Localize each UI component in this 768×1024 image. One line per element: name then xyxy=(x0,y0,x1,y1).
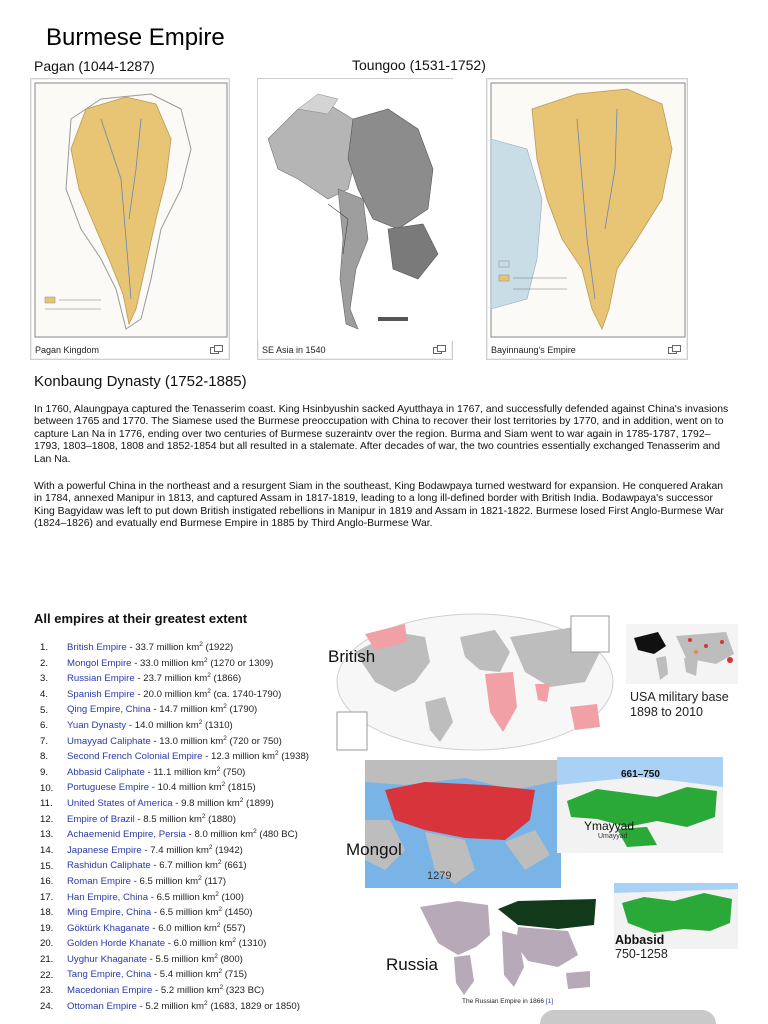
usa-caption-line2: 1898 to 2010 xyxy=(630,705,703,719)
empire-link[interactable]: Abbasid Caliphate xyxy=(67,766,145,778)
enlarge-icon[interactable] xyxy=(668,345,681,354)
list-item: 21. Uyghur Khaganate - 5.5 million $km^2$ (800) xyxy=(40,952,243,966)
list-item: 10. Portuguese Empire - 10.4 million $km^2$ (1815) xyxy=(40,781,256,794)
list-item: 18. Ming Empire, China - 6.5 million $km^2$ (1450) xyxy=(40,906,253,919)
empire-link[interactable]: Göktürk Khaganate xyxy=(67,922,150,934)
empire-link[interactable]: Empire of Brazil xyxy=(67,813,135,825)
se-asia-1540-map[interactable] xyxy=(257,78,453,360)
abbasid-years: 750-1258 xyxy=(615,947,668,961)
list-item: 13. Achaemenid Empire, Persia - 8.0 million $km^2$ (480 BC) xyxy=(40,828,298,841)
se-asia-map-caption: SE Asia in 1540 xyxy=(262,345,326,355)
list-item: 8. Second French Colonial Empire - 12.3 million $km^2$ (1938) xyxy=(40,750,309,763)
empire-link[interactable]: Second French Colonial Empire xyxy=(67,751,203,763)
list-item: 22. Tang Empire, China - 5.4 million $km^2$ (715) xyxy=(40,968,248,981)
list-item: 14. Japanese Empire - 7.4 million $km^2$ (1942) xyxy=(40,843,243,856)
empires-list-title: All empires at their greatest extent xyxy=(34,611,248,626)
enlarge-icon[interactable] xyxy=(210,345,223,354)
map-label-pagan: Pagan (1044-1287) xyxy=(34,58,155,74)
list-item: 7. Umayyad Caliphate - 13.0 million $km^2$ (720 or 750) xyxy=(40,734,282,747)
list-item: 23. Macedonian Empire - 5.2 million $km^2$ (323 BC) xyxy=(40,984,265,997)
british-empire-map xyxy=(335,612,615,752)
empires-list xyxy=(40,637,309,1011)
empire-link[interactable]: United States of America xyxy=(67,798,173,810)
russian-empire-map xyxy=(418,895,596,1010)
paragraph-1: In 1760, Alaungpaya captured the Tenasserim coast. King Hsinbyushin sacked Ayutthaya in 1767, and successfully defended against China's invasions between 1765 and 1770. The Siamese used the Burmese preoccupation with China to recover their lost territories by 1770, and in addition, went on to capture Lan Na in 1776, ending over two centuries of Burmese suzeraintv over the region. Burma and Siam went to war again in 1785-1787, 1792–1793, 1803–1808, 1808 and 1852-1854 but all resulted in a stalemate. After decades of war, the two countries essentially exchanged Tenasserim and Lan Na. xyxy=(34,404,729,465)
page-title: Burmese Empire xyxy=(46,24,225,51)
list-item: 9. Abbasid Caliphate - 11.1 million $km^2$ (750) xyxy=(40,765,246,778)
empire-link[interactable]: Rashidun Caliphate xyxy=(67,860,151,872)
list-item: 19. Göktürk Khaganate - 6.0 million $km^2$ (557) xyxy=(40,921,246,934)
empire-link[interactable]: Mongol Empire xyxy=(67,657,132,669)
empire-link[interactable]: Ming Empire, China xyxy=(67,907,152,919)
empire-link[interactable]: Russian Empire xyxy=(67,673,135,685)
mongol-year: 1279 xyxy=(427,870,452,882)
russia-label: Russia xyxy=(386,955,438,974)
empire-link[interactable]: Golden Horde Khanate xyxy=(67,938,166,950)
empire-link[interactable]: Roman Empire xyxy=(67,876,131,888)
list-item: 11. United States of America - 9.8 million $km^2$ (1899) xyxy=(40,796,274,810)
list-item: 2. Mongol Empire - 33.0 million $km^2$ (1270 or 1309) xyxy=(40,656,274,669)
usa-military-base-map xyxy=(626,624,738,684)
section-heading-konbaung: Konbaung Dynasty (1752-1885) xyxy=(34,373,247,390)
list-item: 16. Roman Empire - 6.5 million $km^2$ (117) xyxy=(40,874,227,888)
russia-caption: The Russian Empire in 1866 [1] xyxy=(462,998,554,1005)
empire-link[interactable]: Portuguese Empire xyxy=(67,782,150,794)
paragraph-2: With a powerful China in the northeast and a resurgent Siam in the southeast, King Bodawpaya turned westward for expansion. He conquered Arakan in 1784, annexed Manipur in 1813, and captured Assam in 1817-1819, leading to a long ill-defined border with British India. Bodawpaya's successor King Bagyidaw was left to put down British instigated rebellions in Manipur in 1819 and Assam in 1821-1822. Burmese losed First Anglo-Burmese War (1824–1826) and evatually end Burmese Empire in 1885 by Third Anglo-Burmese War. xyxy=(34,481,724,530)
pagan-map-caption: Pagan Kingdom xyxy=(35,345,100,355)
list-item: 6. Yuan Dynasty - 14.0 million $km^2$ (1310) xyxy=(40,718,233,732)
partial-map-bottom xyxy=(540,1010,716,1024)
abbasid-label: Abbasid xyxy=(615,933,665,947)
umayyad-label: Ymayyad xyxy=(584,819,635,833)
empire-link[interactable]: Qing Empire, China xyxy=(67,704,151,716)
list-item: 15. Rashidun Caliphate - 6.7 million $km^2$ (661) xyxy=(40,859,247,872)
empire-link[interactable]: Achaemenid Empire, Persia xyxy=(67,829,186,841)
list-item: 12. Empire of Brazil - 8.5 million $km^2$ (1880) xyxy=(40,812,236,825)
bayinnaung-map-image xyxy=(487,79,689,341)
empire-link[interactable]: Ottoman Empire xyxy=(67,1000,137,1012)
pagan-map-image xyxy=(31,79,231,341)
enlarge-icon[interactable] xyxy=(433,345,446,354)
empire-link[interactable]: Macedonian Empire xyxy=(67,985,153,997)
umayyad-years: 661–750 xyxy=(621,769,660,780)
list-item: 5. Qing Empire, China - 14.7 million $km^2$ (1790) xyxy=(40,703,258,716)
empire-link[interactable]: Uyghur Khaganate xyxy=(67,954,148,966)
mongol-label: Mongol xyxy=(346,840,402,859)
pagan-kingdom-map[interactable] xyxy=(30,78,230,360)
list-item: 24. Ottoman Empire - 5.2 million $km^2$ (1683, 1829 or 1850) xyxy=(40,999,300,1012)
umayyad-map xyxy=(557,757,723,853)
list-item: 20. Golden Horde Khanate - 6.0 million $km^2$ (1310) xyxy=(40,937,267,950)
mongol-empire-map xyxy=(365,760,561,888)
usa-caption-line1: USA military base xyxy=(630,690,729,704)
list-item: 4. Spanish Empire - 20.0 million $km^2$ (ca. 1740-1790) xyxy=(40,687,282,700)
empire-link[interactable]: Tang Empire, China xyxy=(67,969,152,981)
empire-link[interactable]: Umayyad Caliphate xyxy=(67,735,151,747)
list-item: 17. Han Empire, China - 6.5 million $km^2$ (100) xyxy=(40,890,244,903)
umayyad-sublabel: Umayyad xyxy=(598,833,628,840)
empire-link[interactable]: Spanish Empire xyxy=(67,688,135,700)
empire-link[interactable]: British Empire xyxy=(67,642,127,654)
bayinnaung-empire-map[interactable] xyxy=(486,78,688,360)
list-item: 3. Russian Empire - 23.7 million $km^2$ (1866) xyxy=(40,672,242,685)
map-label-toungoo: Toungoo (1531-1752) xyxy=(352,57,486,73)
empire-link[interactable]: Japanese Empire xyxy=(67,844,142,856)
british-label: British xyxy=(328,647,376,666)
se-asia-map-image xyxy=(258,79,454,341)
bayinnaung-map-caption: Bayinnaung's Empire xyxy=(491,345,576,355)
list-item: 1. British Empire - 33.7 million $km^2$ (1922) xyxy=(40,641,234,654)
empire-link[interactable]: Han Empire, China xyxy=(67,891,149,903)
empire-link[interactable]: Yuan Dynasty xyxy=(67,720,127,732)
